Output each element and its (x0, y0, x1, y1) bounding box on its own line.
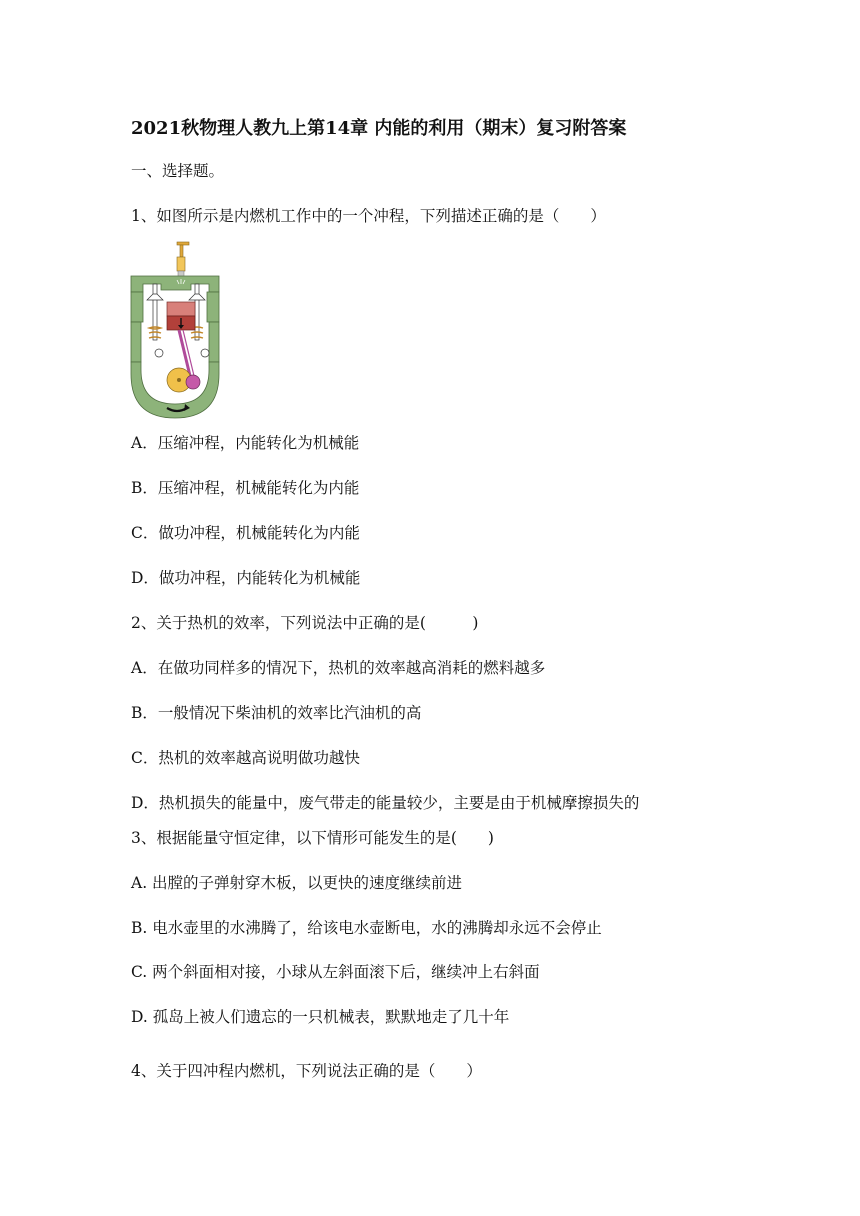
question-2-option-a: A．在做功同样多的情况下，热机的效率越高消耗的燃料越多 (131, 659, 546, 677)
question-2-option-c: C．热机的效率越高说明做功越快 (131, 749, 360, 767)
question-3-option-a: A. 出膛的子弹射穿木板，以更快的速度继续前进 (131, 874, 463, 892)
question-3-stem: 3、根据能量守恒定律，以下情形可能发生的是( ) (131, 829, 494, 847)
question-3-option-d: D. 孤岛上被人们遗忘的一只机械表，默默地走了几十年 (131, 1008, 510, 1026)
question-3-option-c: C. 两个斜面相对接，小球从左斜面滚下后，继续冲上右斜面 (131, 963, 540, 981)
question-2-option-b: B．一般情况下柴油机的效率比汽油机的高 (131, 704, 422, 722)
intake-valve-icon (147, 284, 163, 340)
question-2-stem: 2、关于热机的效率，下列说法中正确的是( ) (131, 614, 479, 632)
crankshaft-icon (167, 368, 200, 392)
question-3-option-b: B. 电水壶里的水沸腾了，给该电水壶断电，水的沸腾却永远不会停止 (131, 919, 602, 937)
question-1-option-b: B．压缩冲程，机械能转化为内能 (131, 479, 360, 497)
spark-plug-icon (177, 242, 189, 277)
question-4-stem: 4、关于四冲程内燃机，下列说法正确的是（ ） (131, 1062, 482, 1080)
question-1-option-a: A．压缩冲程，内能转化为机械能 (131, 434, 360, 452)
engine-diagram-figure (127, 240, 223, 420)
section-heading: 一、选择题。 (131, 162, 225, 180)
question-2-option-d: D．热机损失的能量中，废气带走的能量较少，主要是由于机械摩擦损失的 (131, 794, 640, 812)
document-title: 2021秋物理人教九上第14章 内能的利用（期末）复习附答案 (131, 118, 627, 139)
question-1-stem: 1、如图所示是内燃机工作中的一个冲程，下列描述正确的是（ ） (131, 207, 606, 225)
question-1-option-d: D．做功冲程，内能转化为机械能 (131, 569, 361, 587)
question-1-option-c: C．做功冲程，机械能转化为内能 (131, 524, 360, 542)
